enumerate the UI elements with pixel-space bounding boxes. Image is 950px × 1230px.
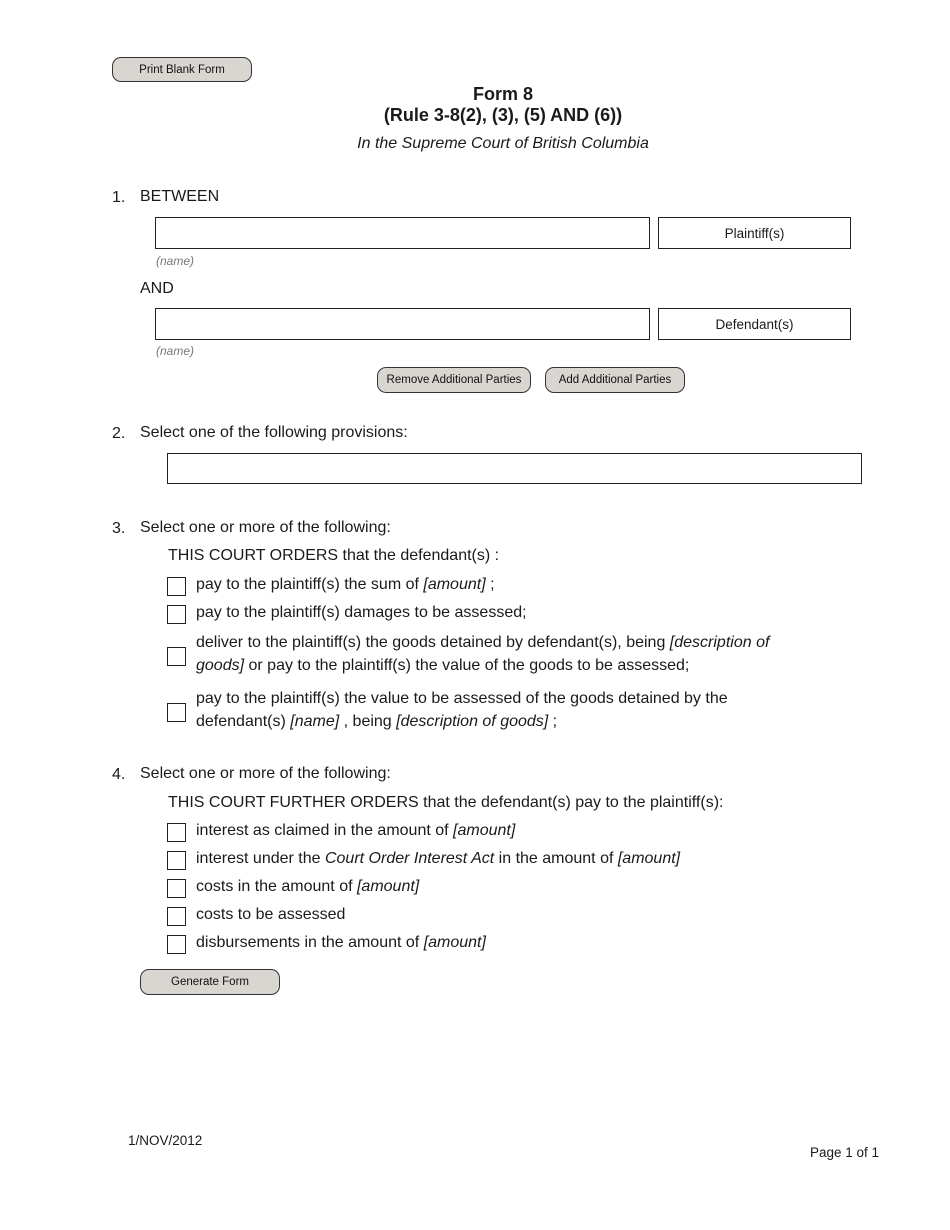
- section-3-intro: THIS COURT ORDERS that the defendant(s) :: [168, 547, 500, 564]
- defendant-name-input[interactable]: [155, 308, 650, 340]
- order-deliver-goods-checkbox[interactable]: [167, 647, 186, 666]
- court-name: In the Supreme Court of British Columbia: [357, 135, 649, 152]
- section-4-intro: THIS COURT FURTHER ORDERS that the defendant(s) pay to the plaintiff(s):: [168, 794, 724, 811]
- generate-form-button[interactable]: Generate Form: [140, 969, 280, 995]
- section-4-heading: Select one or more of the following:: [140, 765, 391, 782]
- plaintiff-name-input[interactable]: [155, 217, 650, 249]
- interest-claimed-checkbox[interactable]: [167, 823, 186, 842]
- page-number: Page 1 of 1: [810, 1145, 880, 1160]
- section-1-number: 1.: [112, 189, 126, 206]
- section-2-number: 2.: [112, 425, 126, 442]
- order-damages-text: pay to the plaintiff(s) damages to be assessed;: [196, 604, 527, 621]
- section-3-number: 3.: [112, 520, 126, 537]
- section-3-heading: Select one or more of the following:: [140, 519, 391, 536]
- section-4-number: 4.: [112, 766, 126, 783]
- form-title: Form 8: [472, 84, 533, 104]
- plaintiff-name-hint: (name): [156, 254, 195, 268]
- costs-amount-checkbox[interactable]: [167, 879, 186, 898]
- disbursements-checkbox[interactable]: [167, 935, 186, 954]
- order-damages-checkbox[interactable]: [167, 605, 186, 624]
- costs-assessed-checkbox[interactable]: [167, 907, 186, 926]
- and-label: AND: [140, 280, 174, 297]
- defendant-role-box: Defendant(s): [658, 308, 851, 340]
- defendant-name-hint: (name): [156, 344, 195, 358]
- form-date: 1/NOV/2012: [128, 1133, 203, 1148]
- order-deliver-goods-text-line1: deliver to the plaintiff(s) the goods detained by defendant(s), being [description of: [196, 634, 770, 651]
- order-sum-text: pay to the plaintiff(s) the sum of [amount] ;: [196, 576, 495, 593]
- costs-assessed-text: costs to be assessed: [196, 906, 346, 923]
- order-goods-value-text-line2: defendant(s) [name] , being [description of goods] ;: [196, 713, 558, 730]
- add-additional-parties-button[interactable]: Add Additional Parties: [545, 367, 685, 393]
- interest-act-text: interest under the Court Order Interest Act in the amount of [amount]: [196, 850, 681, 867]
- order-goods-value-checkbox[interactable]: [167, 703, 186, 722]
- between-label: BETWEEN: [140, 188, 220, 205]
- order-deliver-goods-text-line2: goods] or pay to the plaintiff(s) the value of the goods to be assessed;: [196, 657, 690, 674]
- costs-amount-text: costs in the amount of [amount]: [196, 878, 420, 895]
- print-blank-form-button[interactable]: Print Blank Form: [112, 57, 252, 82]
- order-goods-value-text-line1: pay to the plaintiff(s) the value to be assessed of the goods detained by the: [196, 690, 728, 707]
- order-sum-checkbox[interactable]: [167, 577, 186, 596]
- provision-select-field[interactable]: [167, 453, 862, 484]
- section-2-heading: Select one of the following provisions:: [140, 424, 408, 441]
- interest-claimed-text: interest as claimed in the amount of [amount]: [196, 822, 516, 839]
- remove-additional-parties-button[interactable]: Remove Additional Parties: [377, 367, 531, 393]
- disbursements-text: disbursements in the amount of [amount]: [196, 934, 486, 951]
- plaintiff-role-box: Plaintiff(s): [658, 217, 851, 249]
- form-rule: (Rule 3-8(2), (3), (5) AND (6)): [383, 105, 623, 125]
- interest-act-checkbox[interactable]: [167, 851, 186, 870]
